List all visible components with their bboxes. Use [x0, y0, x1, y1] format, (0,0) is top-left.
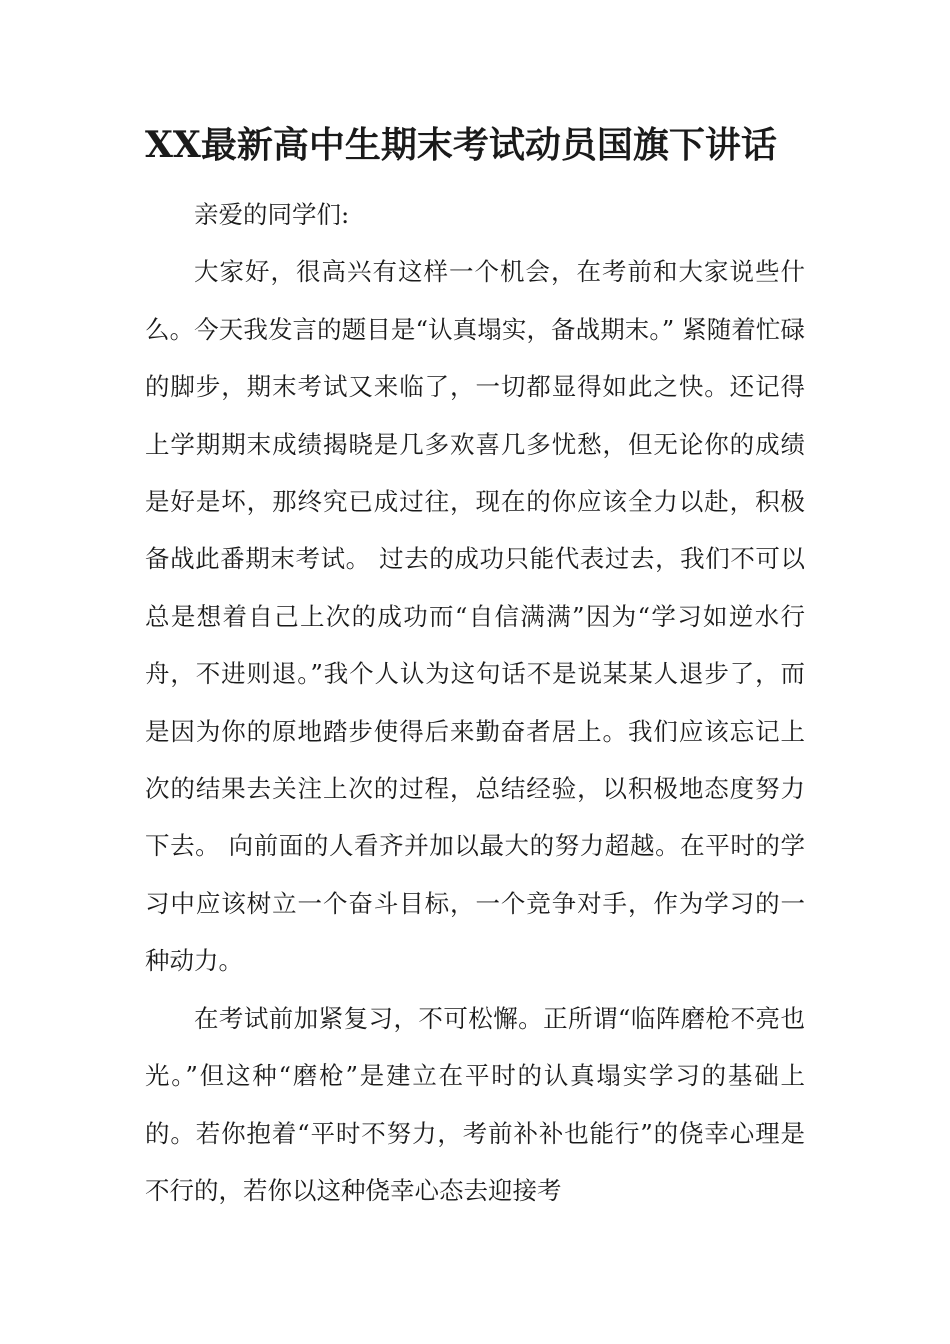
salutation: 亲爱的同学们:	[194, 200, 350, 229]
document-title: XX最新高中生期末考试动员国旗下讲话	[145, 124, 777, 166]
paragraph: 在考试前加紧复习，不可松懈。正所谓“临阵磨枪不亮也光。”但这种“磨枪”是建立在平时的认真塌实学习的基础上的。若你抱着“平时不努力，考前补补也能行”的侥幸心理是不行的，若你以这种侥幸心态去迎接考	[145, 1003, 805, 1205]
paragraph: 大家好，很高兴有这样一个机会，在考前和大家说些什么。今天我发言的题目是“认真塌实，备战期末。” 紧随着忙碌的脚步，期末考试又来临了，一切都显得如此之快。还记得上学期期末成绩揭晓是几多欢喜几多忧愁，但无论你的成绩是好是坏，那终究已成过往，现在的你应该全力以赴，积极备战此番期末考试。 过去的成功只能代表过去，我们不可以总是想着自己上次的成功而“自信满满”因为“学习如逆水行舟，不进则退。”我个人认为这句话不是说某某人退步了，而是因为你的原地踏步使得后来勤奋者居上。我们应该忘记上次的结果去关注上次的过程，总结经验，以积极地态度努力下去。 向前面的人看齐并加以最大的努力超越。在平时的学习中应该树立一个奋斗目标，一个竞争对手，作为学习的一种动力。	[145, 257, 805, 976]
document-body	[145, 186, 805, 1219]
